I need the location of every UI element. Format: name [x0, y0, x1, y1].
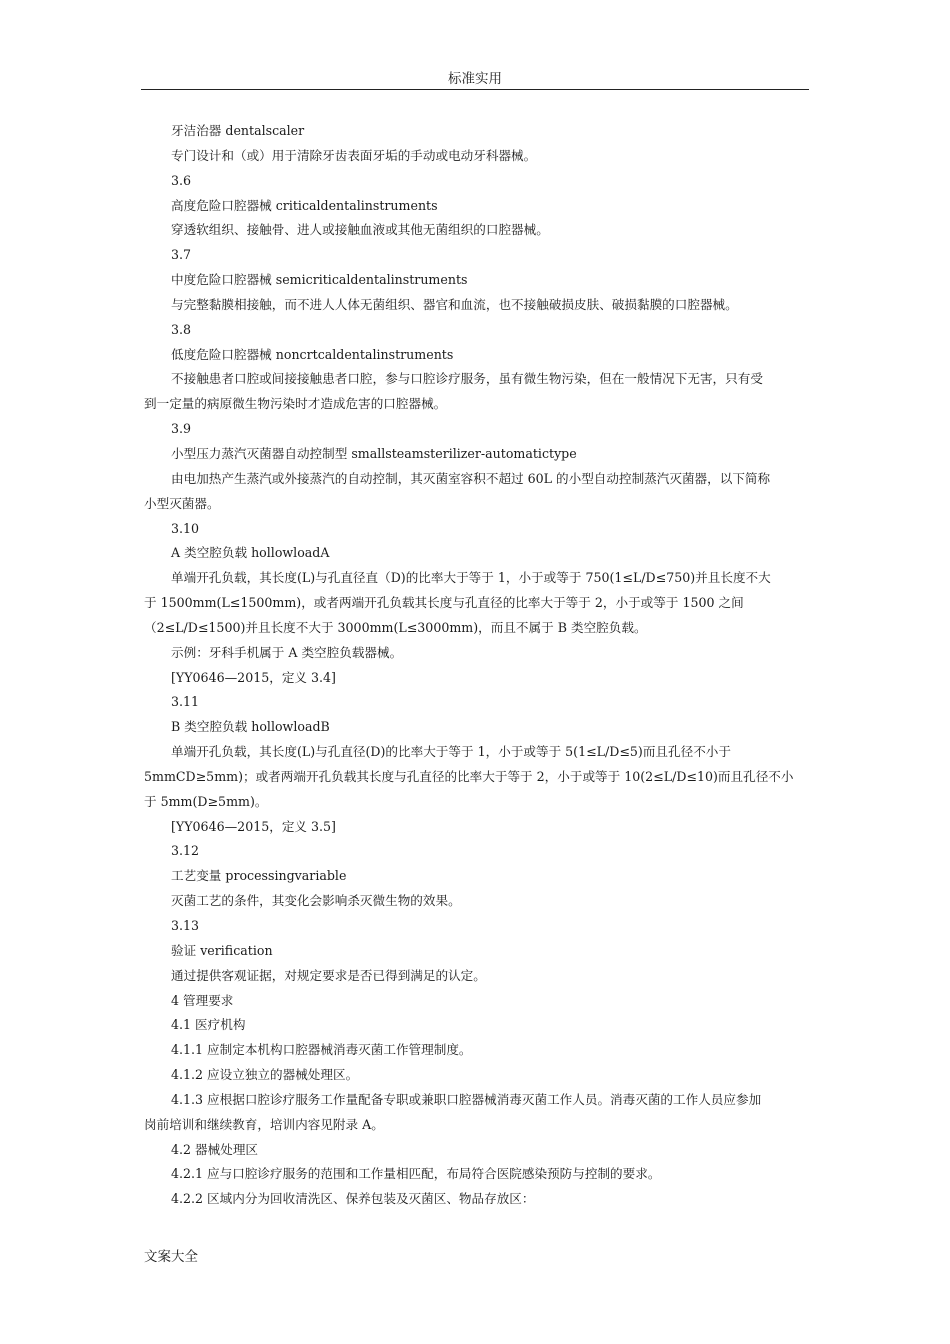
- text-line: 3.12: [171, 843, 200, 859]
- text-line: 于 1500mm(L≤1500mm)，或者两端开孔负载其长度与孔直径的比率大于等于 2，小于或等于 1500 之间: [144, 595, 744, 611]
- text-line: 到一定量的病原微生物污染时才造成危害的口腔器械。: [144, 396, 447, 412]
- text-line: 3.6: [171, 172, 192, 188]
- text-line: A 类空腔负载 hollowloadA: [171, 545, 330, 561]
- text-line: 4.2.1 应与口腔诊疗服务的范围和工作量相匹配，布局符合医院感染预防与控制的要求。: [171, 1166, 661, 1182]
- text-line: 5mmCD≥5mm)；或者两端开孔负载其长度与孔直径的比率大于等于 2，小于或等于 10(2≤L/D≤10)而且孔径不小: [144, 768, 794, 784]
- text-line: [YY0646—2015，定义 3.4]: [171, 669, 336, 685]
- text-line: 工艺变量 processingvariable: [171, 868, 347, 884]
- text-line: 单端开孔负载，其长度(L)与孔直径(D)的比率大于等于 1，小于或等于 5(1≤L/D≤5)而且孔径不小于: [171, 744, 731, 760]
- text-line: 通过提供客观证据，对规定要求是否已得到满足的认定。: [171, 967, 486, 983]
- text-line: 验证 verification: [171, 942, 273, 958]
- text-line: 4.1.2 应设立独立的器械处理区。: [171, 1067, 359, 1083]
- text-line: 小型压力蒸汽灭菌器自动控制型 smallsteamsterilizer-automatictype: [171, 445, 577, 461]
- text-line: 灭菌工艺的条件，其变化会影响杀灭微生物的效果。: [171, 893, 461, 909]
- text-line: 3.10: [171, 520, 200, 536]
- text-line: 4.2 器械处理区: [171, 1141, 259, 1157]
- text-line: 3.11: [171, 694, 200, 710]
- text-line: 3.9: [171, 421, 192, 437]
- text-line: 3.8: [171, 321, 192, 337]
- page-header: 标准实用: [448, 71, 502, 87]
- text-line: 由电加热产生蒸汽或外接蒸汽的自动控制，其灭菌室容积不超过 60L 的小型自动控制蒸汽灭菌器，以下简称: [171, 470, 771, 486]
- text-line: 3.7: [171, 247, 192, 263]
- text-line: 牙洁治器 dentalscaler: [171, 123, 305, 138]
- text-line: 岗前培训和继续教育，培训内容见附录 A。: [144, 1116, 384, 1132]
- header-rule: [141, 89, 809, 90]
- text-line: 不接触患者口腔或间接接触患者口腔，参与口腔诊疗服务，虽有微生物污染，但在一般情况下无害，只有受: [171, 371, 763, 387]
- text-line: 4.1 医疗机构: [171, 1017, 246, 1033]
- text-line: 4.1.1 应制定本机构口腔器械消毒灭菌工作管理制度。: [171, 1042, 472, 1058]
- text-line: 低度危险口腔器械 noncrtcaldentalinstruments: [171, 346, 454, 362]
- text-line: 4.2.2 区域内分为回收清洗区、保养包装及灭菌区、物品存放区：: [171, 1191, 535, 1207]
- text-line: [YY0646—2015，定义 3.5]: [171, 818, 336, 834]
- text-line: 3.13: [171, 918, 200, 933]
- text-line: 4 管理要求: [171, 992, 234, 1008]
- text-line: 穿透软组织、接触骨、进人或接触血液或其他无菌组织的口腔器械。: [171, 222, 549, 238]
- text-line: 4.1.3 应根据口腔诊疗服务工作量配备专职或兼职口腔器械消毒灭菌工作人员。消毒灭菌的工作人员应参加: [171, 1091, 762, 1107]
- text-line: 高度危险口腔器械 criticaldentalinstruments: [171, 197, 438, 213]
- text-line: 中度危险口腔器械 semicriticaldentalinstruments: [171, 272, 468, 288]
- text-line: 小型灭菌器。: [144, 495, 220, 511]
- text-line: 专门设计和（或）用于清除牙齿表面牙垢的手动或电动牙科器械。: [171, 147, 537, 163]
- text-line: 于 5mm(D≥5mm)。: [144, 793, 268, 809]
- text-line: 示例：牙科手机属于 A 类空腔负载器械。: [171, 644, 403, 660]
- text-line: 与完整黏膜相接触，而不进人人体无菌组织、器官和血流，也不接触破损皮肤、破损黏膜的口腔器械。: [171, 296, 738, 312]
- text-line: （2≤L/D≤1500)并且长度不大于 3000mm(L≤3000mm)，而且不属于 B 类空腔负载。: [144, 619, 647, 635]
- text-line: 单端开孔负载，其长度(L)与孔直径直（D)的比率大于等于 1，小于或等于 750(1≤L/D≤750)并且长度不大: [171, 570, 771, 586]
- page-footer: 文案大全: [144, 1249, 198, 1265]
- document-body: [144, 119, 809, 1212]
- text-line: B 类空腔负载 hollowloadB: [171, 719, 330, 735]
